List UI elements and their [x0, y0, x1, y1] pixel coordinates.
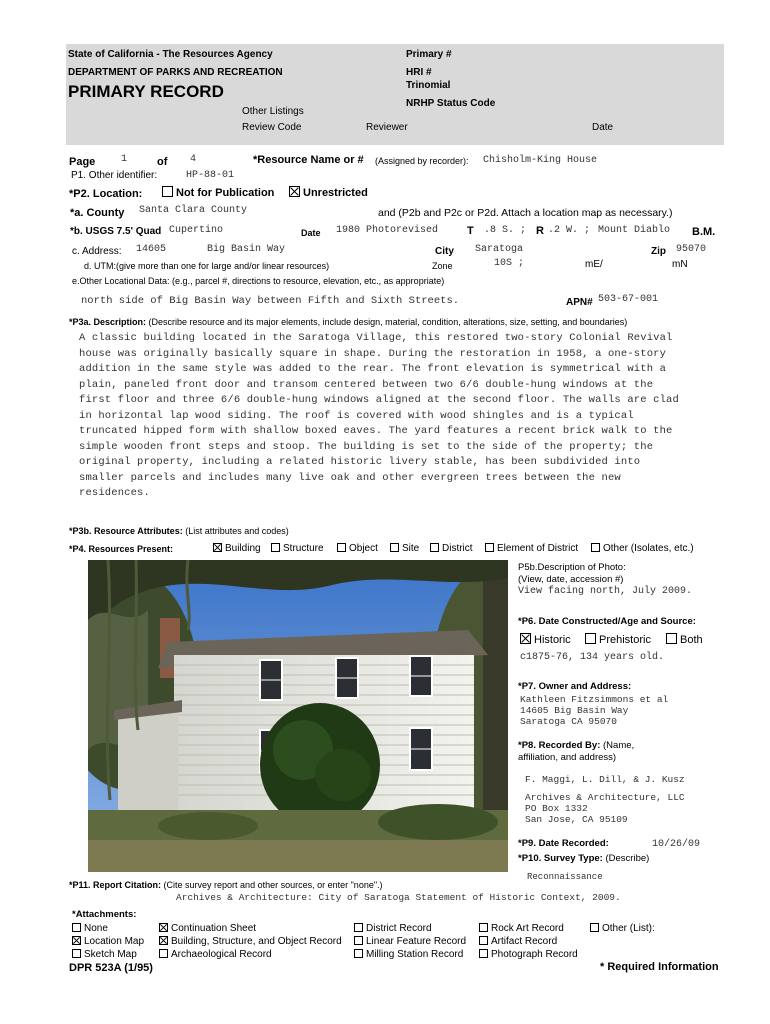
p8-recorders: F. Maggi, L. Dill, & J. Kusz [525, 774, 685, 785]
zip-label: Zip [651, 246, 666, 257]
p3a-header: *P3a. Description: (Describe resource and its major elements, include design, material, condition, alterations, size, setting, and boundaries) [69, 317, 628, 327]
zone-label: Zone [432, 261, 453, 271]
p4-checkbox-element-of-district[interactable] [485, 543, 494, 552]
p4-checkbox-other[interactable] [591, 543, 600, 552]
p6-option-historic[interactable]: Historic [520, 633, 571, 646]
bm-label: B.M. [692, 226, 716, 238]
city-value: Saratoga [475, 244, 524, 255]
attach-rock-art-record[interactable]: Rock Art Record [479, 923, 564, 934]
assigned-note: (Assigned by recorder): [375, 156, 469, 166]
page-number: 1 [121, 154, 128, 165]
p5b-value: View facing north, July 2009. [518, 586, 693, 597]
p3b-header: *P3b. Resource Attributes: (List attributes and codes) [69, 526, 289, 536]
review-date-label: Date [592, 122, 614, 133]
usgs-quad-label: *b. USGS 7.5' Quad [70, 226, 162, 237]
p10-value: Reconnaissance [527, 872, 603, 882]
not-for-publication-checkbox[interactable] [162, 186, 173, 197]
attach-location-map[interactable]: Location Map [72, 936, 144, 947]
p10-header: *P10. Survey Type: (Describe) [518, 853, 650, 864]
attach-photograph-record[interactable]: Photograph Record [479, 949, 578, 960]
county-note: and (P2b and P2c or P2d. Attach a location map as necessary.) [378, 207, 673, 219]
p4-checkbox-structure[interactable] [271, 543, 280, 552]
address-label: c. Address: [72, 246, 122, 257]
reviewer-label: Reviewer [366, 122, 408, 133]
department-name: DEPARTMENT OF PARKS AND RECREATION [68, 67, 283, 78]
county-label: *a. County [70, 207, 125, 219]
p8-firm: Archives & Architecture, LLC [525, 792, 685, 803]
p8-city: San Jose, CA 95109 [525, 814, 628, 825]
p5b-label-line2: (View, date, accession #) [518, 574, 624, 585]
p2-location-label: *P2. Location: [69, 188, 143, 200]
attach-district-record-checkbox[interactable] [354, 923, 363, 932]
attach-milling-station-record[interactable]: Milling Station Record [354, 949, 463, 960]
attach-continuation-sheet[interactable]: Continuation Sheet [159, 923, 256, 934]
p7-owner-name: Kathleen Fitzsimmons et al [520, 694, 669, 705]
address-number: 14605 [136, 244, 167, 255]
p4-option-district[interactable]: District [430, 543, 473, 554]
attach-continuation-sheet-checkbox[interactable] [159, 923, 168, 932]
p4-checkbox-site[interactable] [390, 543, 399, 552]
township-value: .8 S. ; [484, 225, 527, 236]
attach-district-record[interactable]: District Record [354, 923, 432, 934]
trinomial-label: Trinomial [406, 80, 451, 91]
attach-sketch-map-checkbox[interactable] [72, 949, 81, 958]
attach-rock-art-record-checkbox[interactable] [479, 923, 488, 932]
p11-value: Archives & Architecture: City of Saratoga Statement of Historic Context, 2009. [176, 892, 621, 903]
attach-artifact-record[interactable]: Artifact Record [479, 936, 557, 947]
p6-label: *P6. Date Constructed/Age and Source: [518, 616, 696, 627]
page-label: Page [69, 156, 96, 168]
p4-checkbox-district[interactable] [430, 543, 439, 552]
p4-label: *P4. Resources Present: [69, 544, 174, 554]
p4-option-structure[interactable]: Structure [271, 543, 324, 554]
attachments-label: *Attachments: [72, 909, 137, 920]
p1-label: P1. Other identifier: [71, 170, 158, 181]
form-id: DPR 523A (1/95) [69, 962, 153, 974]
quad-date-value: 1980 Photorevised [336, 225, 439, 236]
township-label: T [467, 225, 474, 237]
meridian-value: Mount Diablo [598, 225, 671, 236]
p8-po-box: PO Box 1332 [525, 803, 588, 814]
not-for-publication-option[interactable]: Not for Publication [162, 186, 274, 199]
p11-header: *P11. Report Citation: (Cite survey report and other sources, or enter "none".) [69, 880, 383, 890]
attach-location-map-checkbox[interactable] [72, 936, 81, 945]
p4-option-building[interactable]: Building [213, 543, 261, 554]
range-label: R [536, 225, 544, 237]
primary-label: Primary # [406, 49, 452, 60]
p7-owner-city: Saratoga CA 95070 [520, 716, 617, 727]
me-label: mE/ [585, 259, 603, 270]
required-info-note: * Required Information [600, 961, 719, 973]
p7-owner-street: 14605 Big Basin Way [520, 705, 629, 716]
attach-none[interactable]: None [72, 923, 108, 934]
quad-value: Cupertino [169, 225, 224, 236]
agency-name: State of California - The Resources Agency [68, 49, 273, 60]
p6-checkbox-both[interactable] [666, 633, 677, 644]
p9-value: 10/26/09 [652, 839, 701, 850]
mn-label: mN [672, 259, 688, 270]
attach-none-checkbox[interactable] [72, 923, 81, 932]
hri-label: HRI # [406, 67, 432, 78]
p7-label: *P7. Owner and Address: [518, 681, 632, 692]
p6-checkbox-prehistoric[interactable] [585, 633, 596, 644]
of-label: of [157, 156, 168, 168]
quad-date-label: Date [301, 228, 321, 238]
attach-archaeological-record[interactable]: Archaeological Record [159, 949, 272, 960]
p1-value: HP-88-01 [186, 170, 235, 181]
p6-value: c1875-76, 134 years old. [520, 652, 665, 663]
unrestricted-option[interactable]: Unrestricted [289, 186, 368, 199]
apn-value: 503-67-001 [598, 294, 659, 305]
p4-option-element-of-district[interactable]: Element of District [485, 543, 578, 554]
page-title: PRIMARY RECORD [68, 82, 224, 101]
attach-other[interactable]: Other (List): [590, 923, 655, 934]
p4-option-object[interactable]: Object [337, 543, 378, 554]
p4-checkbox-building[interactable] [213, 543, 222, 552]
range-value: .2 W. ; [548, 225, 591, 236]
attach-building-record-checkbox[interactable] [159, 936, 168, 945]
p8-note: affiliation, and address) [518, 752, 617, 763]
other-locational-value: north side of Big Basin Way between Fifth and Sixth Streets. [81, 295, 460, 307]
p9-label: *P9. Date Recorded: [518, 838, 609, 849]
attach-artifact-record-checkbox[interactable] [479, 936, 488, 945]
other-locational-label: e.Other Locational Data: (e.g., parcel #, directions to resource, elevation, etc., as appropriate) [72, 276, 445, 286]
attach-milling-station-record-checkbox[interactable] [354, 949, 363, 958]
attach-other-checkbox[interactable] [590, 923, 599, 932]
attach-photograph-record-checkbox[interactable] [479, 949, 488, 958]
p6-option-both[interactable]: Both [666, 633, 703, 646]
p6-option-prehistoric[interactable]: Prehistoric [585, 633, 651, 646]
review-code-label: Review Code [242, 122, 302, 133]
nrhp-label: NRHP Status Code [406, 98, 496, 109]
address-street: Big Basin Way [207, 244, 286, 255]
attach-building-record[interactable]: Building, Structure, and Object Record [159, 936, 342, 947]
apn-label: APN# [566, 297, 593, 308]
resource-name-label: *Resource Name or # [253, 154, 364, 166]
attach-linear-feature-record[interactable]: Linear Feature Record [354, 936, 466, 947]
unrestricted-checkbox[interactable] [289, 186, 300, 197]
house-photograph [88, 560, 508, 872]
attach-sketch-map[interactable]: Sketch Map [72, 949, 137, 960]
p5b-label-line1: P5b.Description of Photo: [518, 562, 626, 573]
city-label: City [435, 246, 454, 257]
attach-archaeological-record-checkbox[interactable] [159, 949, 168, 958]
p4-option-other[interactable]: Other (Isolates, etc.) [591, 543, 694, 554]
utm-label: d. UTM:(give more than one for large and/or linear resources) [84, 261, 330, 271]
p6-checkbox-historic[interactable] [520, 633, 531, 644]
resource-name-value: Chisholm-King House [483, 155, 598, 166]
p3a-description-text: A classic building located in the Saratoga Village, this restored two-story Colonial Revival house was originally basically square in shape. During the restoration in 1958, a one-story addition in the same style was added to the rear. The front elevation is symmetrical with a plain, paneled front door and transom centered between two 6/6 double-hung windows at the first floor and three 6/6 double-hung windows aligned at the second floor. The walls are clad in horizontal lap wood siding. The roof is covered with wood shingles and is a typical truncated hipped form with shallow boxed eaves. The yard features a recent brick walk to the simple wooden front steps and stoop. The building is set to the side of the property; the original property, including a related historic livery stable, has been subdivided into smaller parcels and includes many live oak and other evergreen trees between the new residences. [79, 332, 679, 499]
p4-checkbox-object[interactable] [337, 543, 346, 552]
county-value: Santa Clara County [139, 205, 248, 216]
p8-header: *P8. Recorded By: (Name, [518, 740, 635, 751]
p4-option-site[interactable]: Site [390, 543, 419, 554]
zone-value: 10S ; [494, 258, 525, 269]
zip-value: 95070 [676, 244, 707, 255]
attach-linear-feature-record-checkbox[interactable] [354, 936, 363, 945]
other-listings-label: Other Listings [242, 106, 304, 117]
page-total: 4 [190, 154, 197, 165]
